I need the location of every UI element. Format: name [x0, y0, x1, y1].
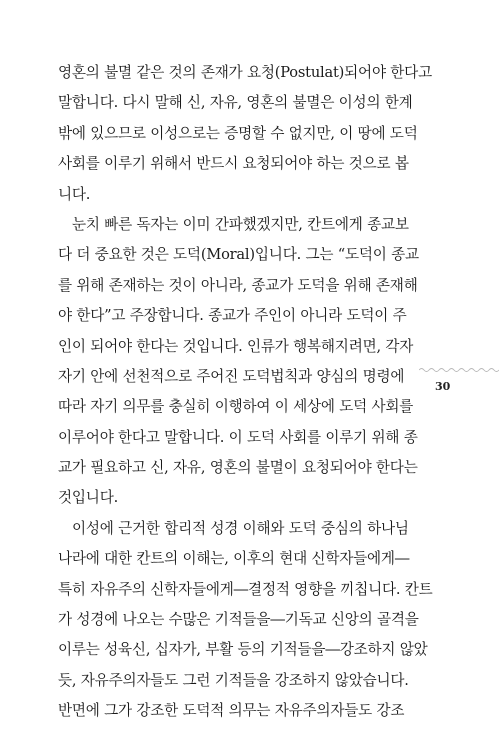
text-line: 이루는 성육신, 십자가, 부활 등의 기적들을―강조하지 않았 [58, 641, 428, 659]
paragraph-3 [58, 514, 433, 727]
text-line: 반면에 그가 강조한 도덕적 의무는 자유주의자들도 강조 [58, 702, 405, 720]
page-number: 30 [435, 380, 451, 393]
text-line: 니다. [58, 185, 91, 203]
text-line: 특히 자유주의 신학자들에게―결정적 영향을 끼칩니다. 칸트 [58, 580, 433, 598]
text-line: 밖에 있으므로 이성으로는 증명할 수 없지만, 이 땅에 도덕 [58, 124, 418, 142]
text-line: 가 성경에 나오는 수많은 기적들을―기독교 신앙의 골격을 [58, 611, 419, 629]
paragraph-1 [58, 58, 432, 210]
body-text [58, 58, 433, 727]
text-line: 듯, 자유주의자들도 그런 기적들을 강조하지 않았습니다. [58, 671, 409, 689]
text-line: 자기 안에 선천적으로 주어진 도덕법칙과 양심의 명령에 [58, 367, 405, 385]
wave-divider-icon [419, 366, 499, 374]
text-line: 이성에 근거한 합리적 성경 이해와 도덕 중심의 하나님 [72, 519, 409, 537]
text-line: 말합니다. 다시 말해 신, 자유, 영혼의 불멸은 이성의 한계 [58, 94, 413, 112]
text-line: 따라 자기 의무를 충실히 이행하여 이 세상에 도덕 사회를 [58, 398, 414, 416]
text-line: 눈치 빠른 독자는 이미 간파했겠지만, 칸트에게 종교보 [72, 215, 409, 233]
text-line: 이루어야 한다고 말합니다. 이 도덕 사회를 이루기 위해 종 [58, 428, 418, 446]
text-line: 다 더 중요한 것은 도덕(Moral)입니다. 그는 “도덕이 종교 [58, 246, 419, 264]
text-line: 영혼의 불멸 같은 것의 존재가 요청(Postulat)되어야 한다고 [58, 64, 432, 81]
text-line: 사회를 이루기 위해서 반드시 요청되어야 하는 것으로 봅 [58, 155, 409, 173]
text-line: 교가 필요하고 신, 자유, 영혼의 불멸이 요청되어야 한다는 [58, 459, 418, 477]
text-line: 나라에 대한 칸트의 이해는, 이후의 현대 신학자들에게― [58, 550, 410, 568]
text-line: 를 위해 존재하는 것이 아니라, 종교가 도덕을 위해 존재해 [58, 276, 418, 294]
page-number-marker [419, 366, 499, 393]
text-line: 야 한다”고 주장합니다. 종교가 주인이 아니라 도덕이 주 [58, 307, 407, 325]
text-line: 것입니다. [58, 489, 119, 507]
text-line: 인이 되어야 한다는 것입니다. 인류가 행복해지려면, 각자 [58, 337, 414, 355]
paragraph-2 [58, 210, 419, 514]
